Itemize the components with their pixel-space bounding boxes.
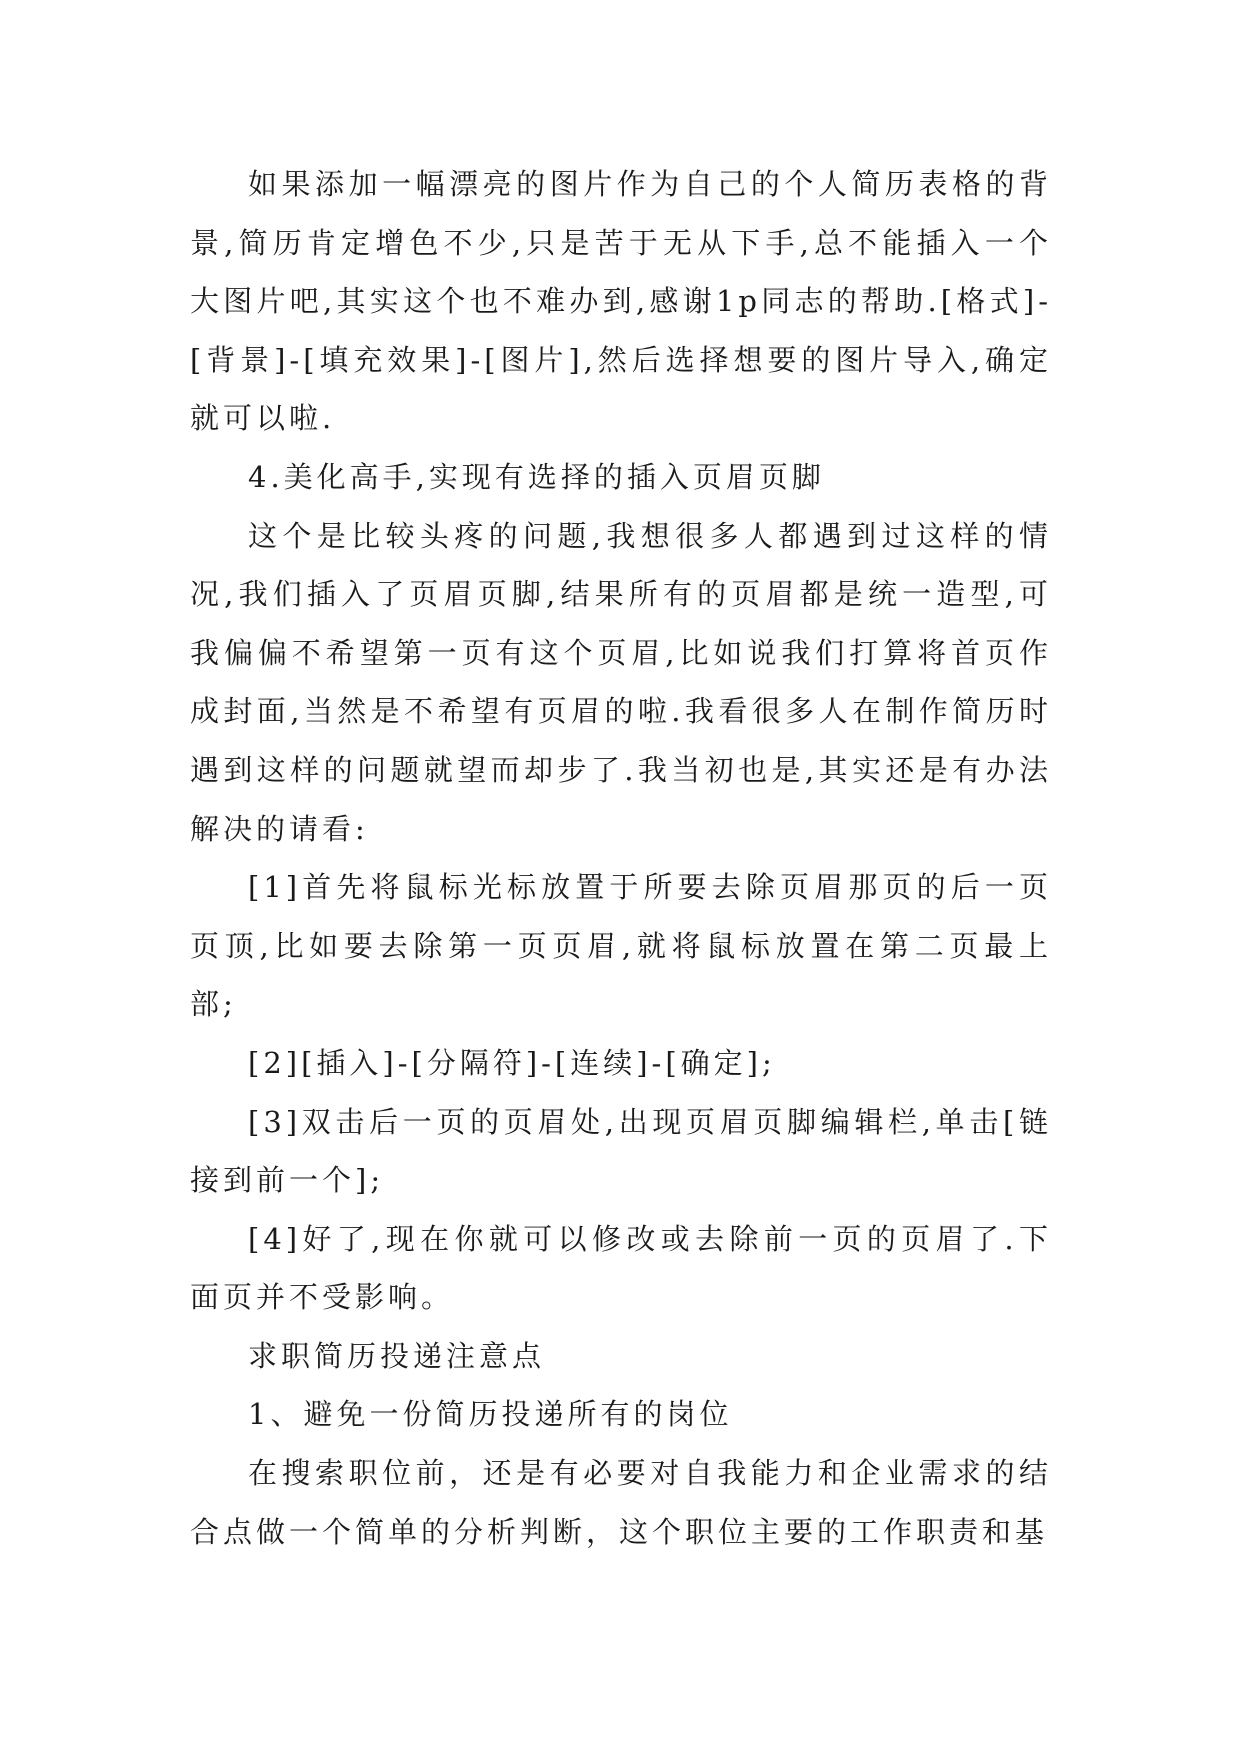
step-2: [2][插入]-[分隔符]-[连续]-[确定];	[248, 1045, 776, 1080]
step-1: [1]首先将鼠标光标放置于所要去除页眉那页的后一页页顶,比如要去除第一页页眉,就将鼠标放置在第二页最上部;	[190, 870, 1052, 1022]
step-3: [3]双击后一页的页眉处,出现页眉页脚编辑栏,单击[链接到前一个];	[190, 1104, 1052, 1198]
paragraph-header-problem: 这个是比较头疼的问题,我想很多人都遇到过这样的情况,我们插入了页眉页脚,结果所有的页眉都是统一造型,可我偏偏不希望第一页有这个页眉,比如说我们打算将首页作成封面,当然是不希望有页眉的啦.我看很多人在制作简历时遇到这样的问题就望而却步了.我当初也是,其实还是有办法解决的请看:	[190, 518, 1052, 846]
heading-header-footer: 4.美化高手,实现有选择的插入页眉页脚	[248, 459, 825, 494]
tip-1-heading: 1、避免一份简历投递所有的岗位	[248, 1397, 733, 1432]
paragraph-job-search: 在搜索职位前，还是有必要对自我能力和企业需求的结合点做一个简单的分析判断，这个职位主要的工作职责和基	[190, 1456, 1052, 1549]
document-page	[190, 155, 1052, 1561]
paragraph-background-image: 如果添加一幅漂亮的图片作为自己的个人简历表格的背景,简历肯定增色不少,只是苦于无从下手,总不能插入一个大图片吧,其实这个也不难办到,感谢1p同志的帮助.[格式]-[背景]-[填充效果]-[图片],然后选择想要的图片导入,确定就可以啦.	[190, 167, 1052, 436]
step-4: [4]好了,现在你就可以修改或去除前一页的页眉了.下面页并不受影响。	[190, 1221, 1052, 1315]
section-heading-submission-tips: 求职简历投递注意点	[248, 1338, 546, 1373]
